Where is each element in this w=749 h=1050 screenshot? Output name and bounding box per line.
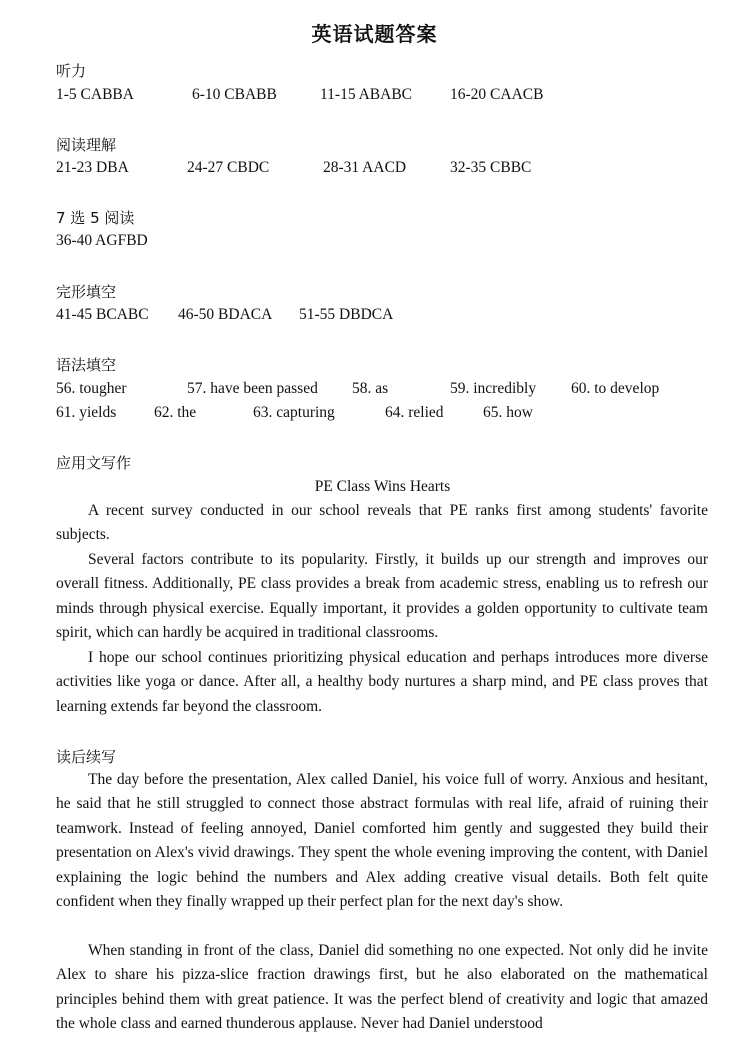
story-paragraph: When standing in front of the class, Daniel did something no one expected. Not only did he invite Alex to share his pizza-slice fraction drawings first, but he also elaborated on the mathematical principles behind them with great patience. It was the perfect blend of creativity and logic that amazed the whole class and earned thunderous applause. Never had Daniel understood bbox=[56, 942, 708, 1033]
answer-group: 21-23 DBA bbox=[56, 159, 129, 176]
answer-item: 64. relied bbox=[385, 404, 444, 421]
answer-group: 24-27 CBDC bbox=[187, 159, 270, 176]
answer-item: 59. incredibly bbox=[450, 380, 537, 397]
answer-item: 63. capturing bbox=[253, 404, 335, 421]
answer-group: 32-35 CBBC bbox=[450, 159, 532, 176]
essay-paragraph: A recent survey conducted in our school reveals that PE ranks first among students' favorite subjects. bbox=[56, 502, 708, 544]
answer-group: 36-40 AGFBD bbox=[56, 232, 148, 249]
answer-item: 61. yields bbox=[56, 404, 117, 421]
answer-group: 6-10 CBABB bbox=[192, 86, 277, 103]
section-label-grammar: 语法填空 bbox=[56, 356, 117, 374]
answer-group: 1-5 CABBA bbox=[56, 86, 134, 103]
answer-group: 46-50 BDACA bbox=[178, 306, 273, 323]
answer-item: 60. to develop bbox=[571, 380, 660, 397]
section-label-reading: 阅读理解 bbox=[56, 136, 117, 154]
answer-group: 16-20 CAACB bbox=[450, 86, 544, 103]
section-label-continuation: 读后续写 bbox=[56, 748, 117, 766]
essay-paragraph: Several factors contribute to its popularity. Firstly, it builds up our strength and improves our overall fitness. Additionally, PE class provides a break from academic stress, enabling us to refresh our minds through physical exercise. Equally important, it provides a golden opportunity to cultivate team spirit, which can hardly be acquired in traditional classrooms. bbox=[56, 551, 708, 642]
story-paragraph: The day before the presentation, Alex called Daniel, his voice full of worry. Anxious and hesitant, he said that he still struggled to connect those abstract formulas with real life, afraid of ruining their teamwork. Instead of feeling annoyed, Daniel comforted him gently and suggested they build their presentation on Alex's vivid drawings. They spent the whole evening improving the content, with Daniel explaining the logic behind the numbers and Alex adding creative visual details. Both felt quite confident when they finally wrapped up their perfect plan for the next day's show. bbox=[56, 771, 708, 911]
answer-group: 51-55 DBDCA bbox=[299, 306, 394, 323]
answer-item: 65. how bbox=[483, 404, 533, 421]
answer-item: 57. have been passed bbox=[187, 380, 318, 397]
answer-group: 28-31 AACD bbox=[323, 159, 407, 176]
section-label-cloze: 完形填空 bbox=[56, 283, 117, 301]
essay-title: PE Class Wins Hearts bbox=[314, 478, 451, 495]
answer-group: 11-15 ABABC bbox=[320, 86, 413, 103]
section-label-writing: 应用文写作 bbox=[56, 454, 132, 472]
answer-item: 58. as bbox=[352, 380, 389, 397]
answer-item: 56. tougher bbox=[56, 380, 127, 397]
section-label-seven-five: 7 选 5 阅读 bbox=[56, 209, 135, 227]
page-title: 英语试题答案 bbox=[311, 22, 438, 46]
answer-item: 62. the bbox=[154, 404, 197, 421]
answer-group: 41-45 BCABC bbox=[56, 306, 149, 323]
section-label-listening: 听力 bbox=[56, 62, 87, 80]
essay-paragraph: I hope our school continues prioritizing physical education and perhaps introduces more diverse activities like yoga or dance. After all, a healthy body nurtures a sharp mind, and PE class proves that learning extends far beyond the classroom. bbox=[56, 649, 708, 715]
